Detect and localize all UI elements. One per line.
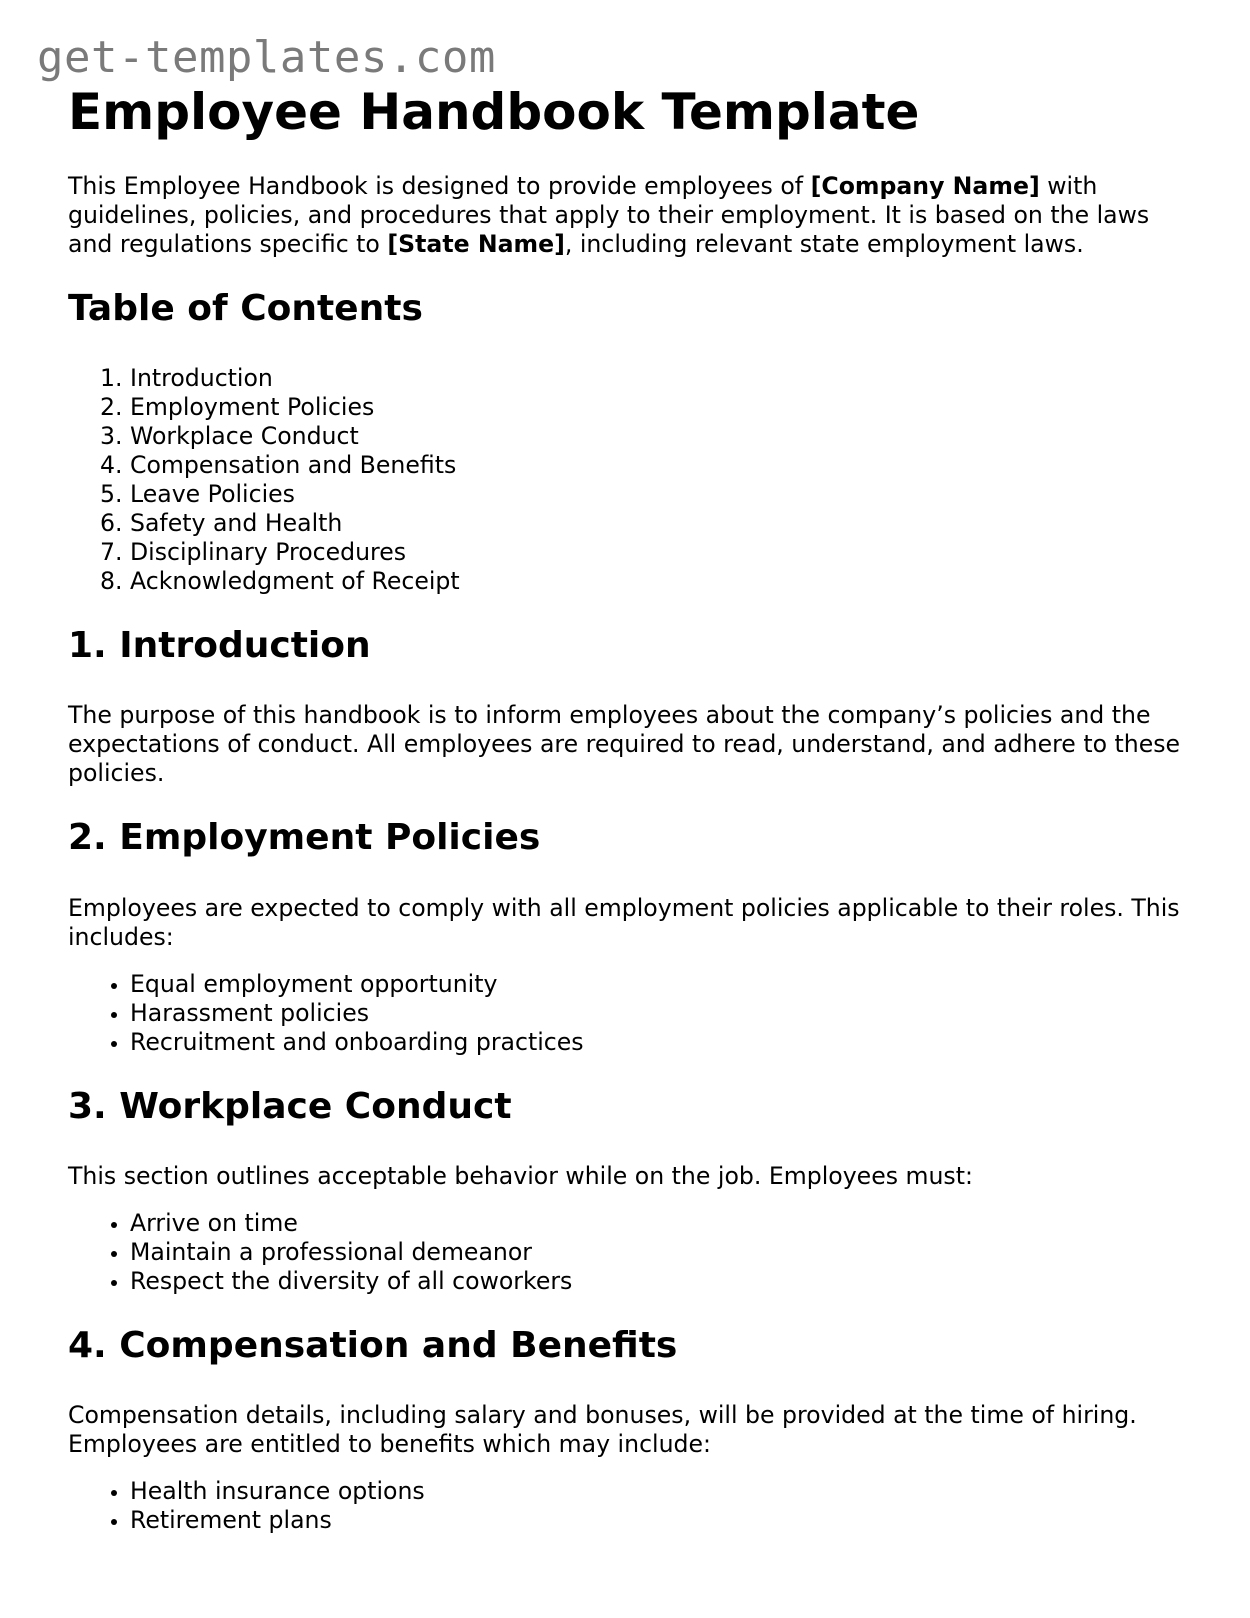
list-item: • Harassment policies [130, 999, 1188, 1028]
section-heading-compensation-benefits: 4. Compensation and Benefits [68, 1324, 678, 1366]
watermark-text: get-templates.com [37, 32, 496, 83]
list-item: • Recruitment and onboarding practices [130, 1028, 1188, 1057]
toc-item: 6. Safety and Health [130, 509, 1188, 538]
list-item: • Arrive on time [130, 1209, 1188, 1238]
toc-list [68, 364, 1188, 596]
workplace-conduct-list [68, 1209, 1188, 1296]
list-item: • Maintain a professional demeanor [130, 1238, 1188, 1267]
intro-paragraph [68, 172, 1188, 259]
list-item: • Equal employment opportunity [130, 970, 1188, 999]
document-title: Employee Handbook Template [68, 83, 920, 141]
section-body-employment-policies: Employees are expected to comply with all employment policies applicable to their roles. This includes: [68, 893, 1180, 951]
section-body-compensation-benefits: Compensation details, including salary and bonuses, will be provided at the time of hiring. Employees are entitled to benefits which may include: [68, 1400, 1137, 1458]
toc-item: 1. Introduction [130, 364, 1188, 393]
intro-text-part2: with guidelines, policies, and procedures that apply to their employment. It is based on the laws and regulations specific to [68, 172, 1150, 258]
intro-text-part1: This Employee Handbook is designed to provide employees of [68, 172, 811, 200]
company-name-placeholder: [Company Name] [810, 172, 1040, 200]
toc-item: 4. Compensation and Benefits [130, 451, 1188, 480]
section-heading-workplace-conduct: 3. Workplace Conduct [68, 1085, 512, 1127]
toc-heading: Table of Contents [68, 288, 423, 329]
toc-item: 8. Acknowledgment of Receipt [130, 567, 1188, 596]
state-name-placeholder: [State Name] [387, 230, 565, 258]
employment-policies-list [68, 970, 1188, 1057]
toc-item: 5. Leave Policies [130, 480, 1188, 509]
intro-text-part3: , including relevant state employment laws. [564, 230, 1084, 258]
section-body-workplace-conduct: This section outlines acceptable behavior while on the job. Employees must: [68, 1161, 973, 1190]
document-page [68, 82, 1188, 1549]
list-item: • Retirement plans [130, 1506, 1188, 1535]
section-heading-employment-policies: 2. Employment Policies [68, 817, 541, 859]
toc-item: 2. Employment Policies [130, 393, 1188, 422]
section-body-introduction: The purpose of this handbook is to inform employees about the company’s policies and the expectations of conduct. All employees are required to read, understand, and adhere to these policies. [68, 701, 1181, 788]
section-heading-introduction: 1. Introduction [68, 625, 371, 667]
list-item: • Respect the diversity of all coworkers [130, 1267, 1188, 1296]
toc-item: 7. Disciplinary Procedures [130, 538, 1188, 567]
toc-item: 3. Workplace Conduct [130, 422, 1188, 451]
list-item: • Health insurance options [130, 1477, 1188, 1506]
compensation-benefits-list [68, 1477, 1188, 1535]
